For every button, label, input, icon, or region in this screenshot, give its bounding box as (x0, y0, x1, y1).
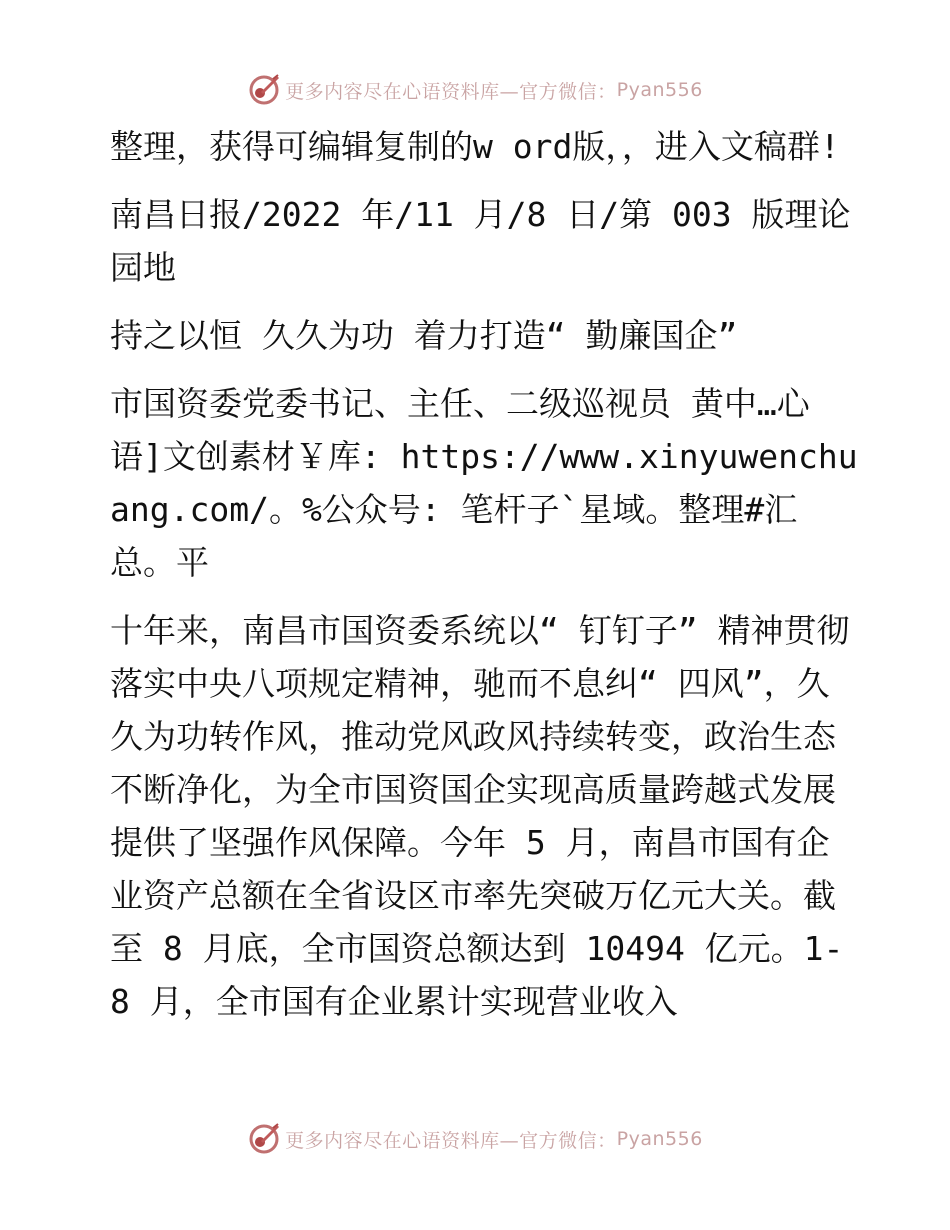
watermark-contact: Pyan556 (616, 79, 703, 101)
footer-watermark (0, 1119, 950, 1159)
paragraph-body: 十年来，南昌市国资委系统以“ 钉钉子” 精神贯彻落实中央八项规定精神，驰而不息纠“ 四风”，久久为功转作风，推动党风政风持续转变，政治生态不断净化，为全市国资国企实现高质量跨越式发展提供了坚强作风保障。今年 5 月，南昌市国有企业资产总额在全省设区市率先突破万亿元大关。截至 8 月底，全市国资总额达到 10494 亿元。1-8 月，全市国有企业累计实现营业收入 (110, 611, 850, 1021)
quill-ink-logo-icon (247, 73, 281, 107)
paragraph-source: 南昌日报/2022 年/11 月/8 日/第 003 版理论园地 (110, 195, 851, 287)
author-line: 市国资委党委书记、主任、二级巡视员 黄中…心语]文创素材￥库: https://www.xinyuwenchuang.com/。%公众号: 笔杆子`星域。整理#汇总。平 (110, 384, 858, 582)
quill-ink-logo-icon (247, 1122, 281, 1156)
watermark-text: 更多内容尽在心语资料库—官方微信： (285, 80, 617, 103)
watermark-text: 更多内容尽在心语资料库—官方微信： (285, 1129, 617, 1152)
header-watermark (0, 70, 950, 110)
document-body (98, 120, 858, 1028)
paragraph-intro: 整理，获得可编辑复制的w ord版，，进入文稿群! (110, 127, 840, 166)
watermark-contact: Pyan556 (616, 1128, 703, 1150)
article-title: 持之以恒 久久为功 着力打造“ 勤廉国企” (110, 316, 738, 355)
